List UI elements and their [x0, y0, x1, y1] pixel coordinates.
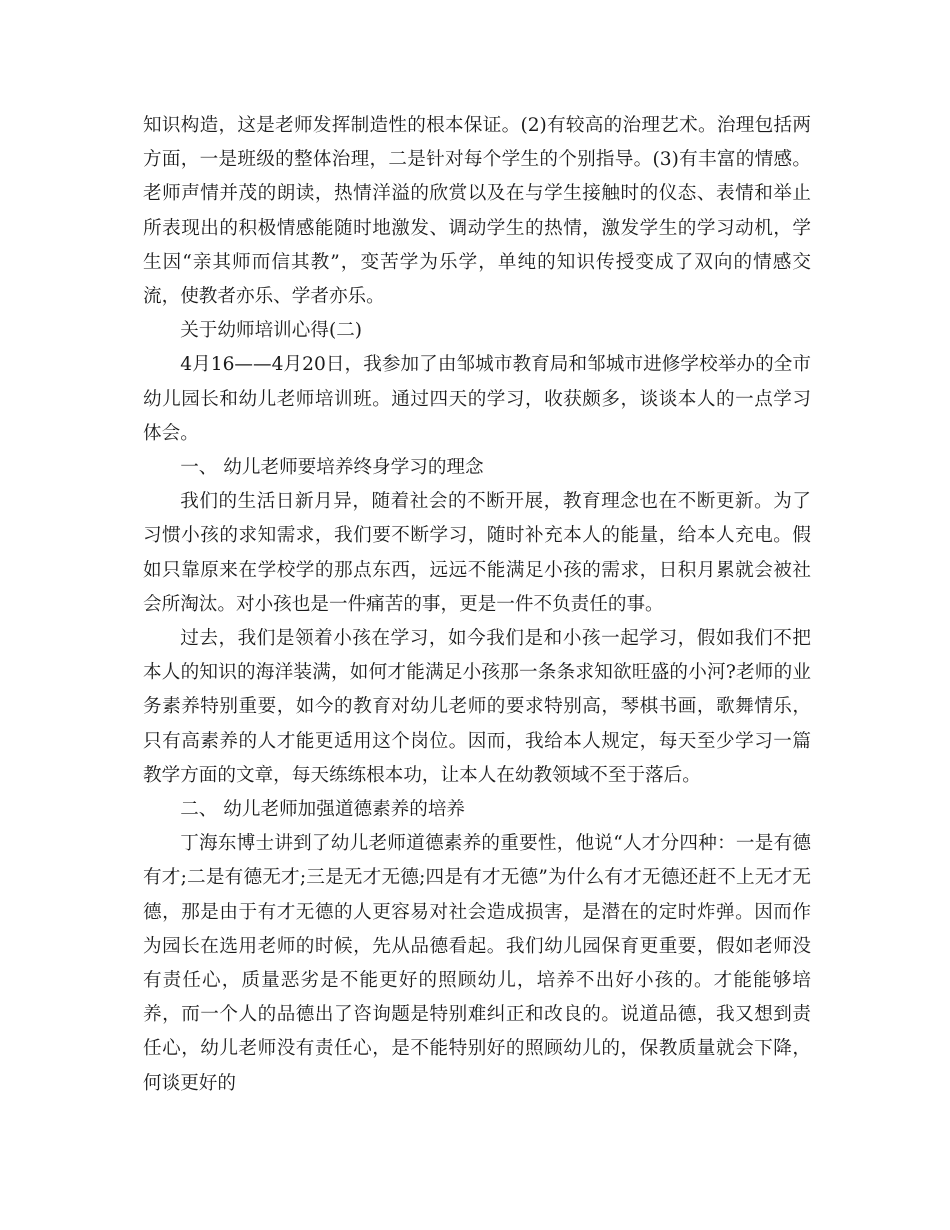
section-title: 关于幼师培训心得(二) [180, 320, 363, 342]
paragraph-4: 过去，我们是领着小孩在学习，如今我们是和小孩一起学习，假如我们不把本人的知识的海洋装满，如何才能满足小孩那一条条求知欲旺盛的小河?老师的业务素养特别重要，如今的教育对幼儿老师的要求特别高，琴棋书画，歌舞情乐，只有高素养的人才能更适用这个岗位。因而，我给本人规定，每天至少学习一篇教学方面的文章，每天练练根本功，让本人在幼教领域不至于落后。 [143, 628, 811, 786]
section-heading-2: 二、 幼儿老师加强道德素养的培养 [180, 799, 466, 821]
paragraph-5: 丁海东博士讲到了幼儿老师道德素养的重要性，他说“人才分四种：一是有德有才;二是有德无才;三是无才无德;四是有才无德”为什么有才无德还赶不上无才无德，那是由于有才无德的人更容易对社会造成损害，是潜在的定时炸弹。因而作为园长在选用老师的时候，先从品德看起。我们幼儿园保育更重要，假如老师没有责任心，质量恶劣是不能更好的照顾幼儿，培养不出好小孩的。才能能够培养，而一个人的品德出了咨询题是特别难纠正和改良的。说道品德，我又想到责任心，幼儿老师没有责任心，是不能特别好的照顾幼儿的，保教质量就会下降，何谈更好的 [143, 833, 811, 1094]
paragraph-2: 4月16——4月20日，我参加了由邹城市教育局和邹城市进修学校举办的全市幼儿园长和幼儿老师培训班。通过四天的学习，收获颇多，谈谈本人的一点学习体会。 [143, 354, 811, 444]
paragraph-1: 知识构造，这是老师发挥制造性的根本保证。(2)有较高的治理艺术。治理包括两方面，一是班级的整体治理，二是针对每个学生的个别指导。(3)有丰富的情感。老师声情并茂的朗读，热情洋溢的欣赏以及在与学生接触时的仪态、表情和举止所表现出的积极情感能随时地激发、调动学生的热情，激发学生的学习动机，学生因“亲其师而信其教”，变苦学为乐学，单纯的知识传授变成了双向的情感交流，使教者亦乐、学者亦乐。 [143, 115, 811, 308]
paragraph-3: 我们的生活日新月异，随着社会的不断开展，教育理念也在不断更新。为了习惯小孩的求知需求，我们要不断学习，随时补充本人的能量，给本人充电。假如只靠原来在学校学的那点东西，远远不能满足小孩的需求，日积月累就会被社会所淘汰。对小孩也是一件痛苦的事，更是一件不负责任的事。 [143, 491, 811, 615]
document-body [143, 109, 811, 1101]
section-heading-1: 一、 幼儿老师要培养终身学习的理念 [180, 457, 484, 479]
